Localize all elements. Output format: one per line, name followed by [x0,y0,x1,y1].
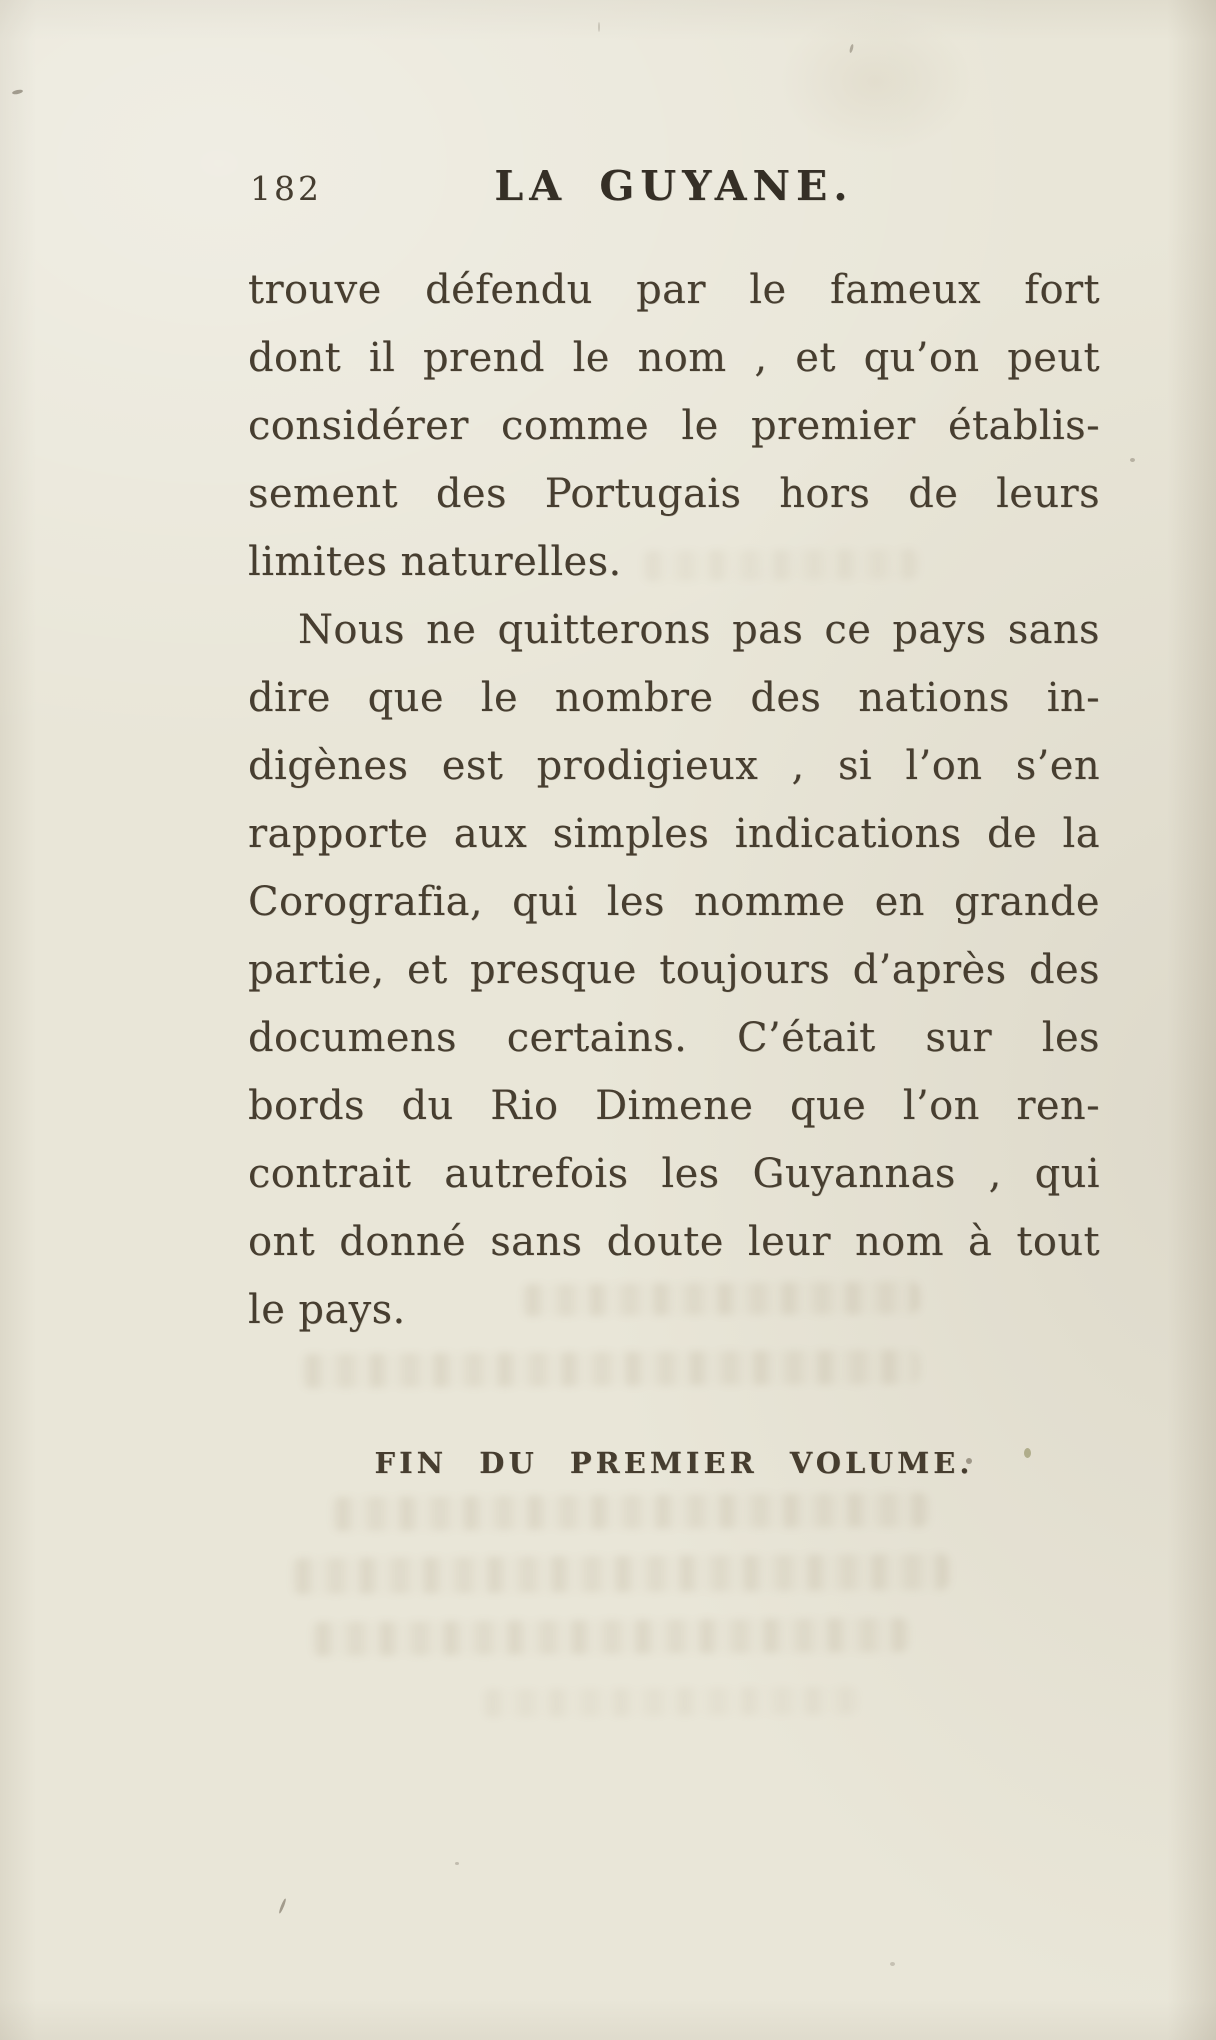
body-line: rapporte aux simples indications de la [248,811,1100,857]
volume-end-note: FIN DU PREMIER VOLUME. [374,1446,974,1480]
speck [12,89,24,95]
body-line: partie, et presque toujours d’après des [248,947,1100,993]
ghost-text [480,1687,860,1718]
body-line: dire que le nombre des nations in- [248,675,1100,721]
body-line: limites naturelles. [248,539,622,585]
body-line: digènes est prodigieux , si l’on s’en [248,743,1100,789]
speck [598,22,600,32]
body-text-block [248,256,1100,1344]
speck [455,1862,459,1865]
speck [966,1458,972,1464]
body-line: documens certains. C’était sur les [248,1015,1100,1061]
speck [890,1962,895,1966]
speck [849,44,854,53]
page-number: 182 [250,169,322,208]
body-line: Nous ne quitterons pas ce pays sans [298,607,1100,653]
body-line: Corografia, qui les nomme en grande [248,879,1100,925]
ghost-text [300,1350,920,1388]
speck [1024,1448,1031,1458]
body-line: le pays. [248,1287,406,1333]
running-title: LA GUYANE. [494,162,854,210]
body-line: sement des Portugais hors de leurs [248,471,1100,517]
body-line: bords du Rio Dimene que l’on ren- [248,1083,1100,1129]
body-line: dont il prend le nom , et qu’on peut [248,335,1100,381]
speck [278,1898,287,1914]
page-header [248,150,1100,210]
body-line: contrait autrefois les Guyannas , qui [248,1151,1100,1197]
speck [1130,458,1135,462]
ghost-text [310,1618,910,1656]
ghost-text [330,1493,930,1531]
body-line: considérer comme le premier établis- [248,403,1100,449]
ghost-text [290,1554,950,1595]
ghost-text [520,1282,920,1317]
body-line: ont donné sans doute leur nom à tout [248,1219,1100,1265]
body-line: trouve défendu par le fameux fort [248,267,1100,313]
ghost-text [640,549,920,581]
